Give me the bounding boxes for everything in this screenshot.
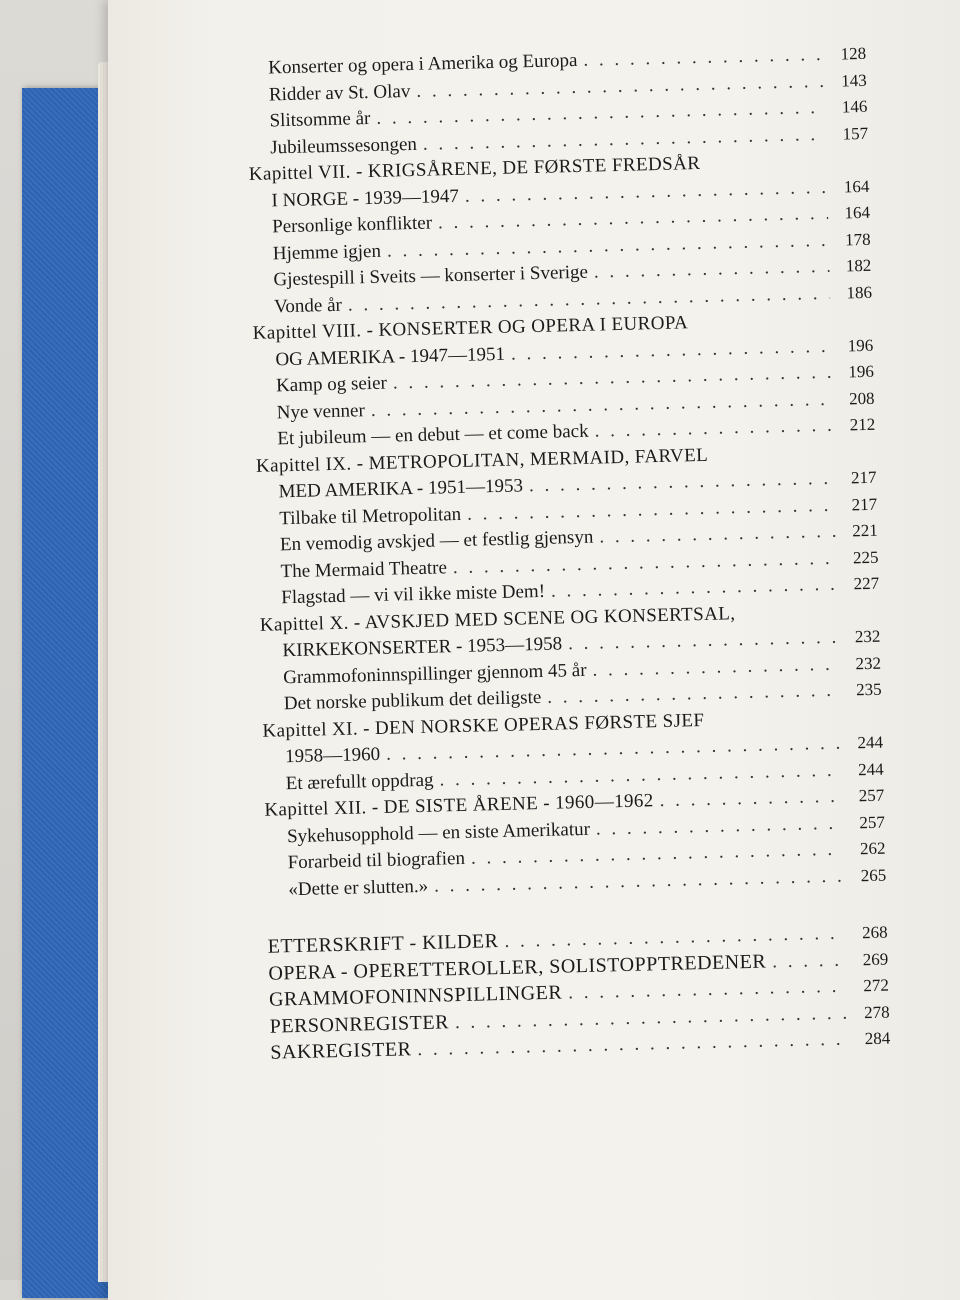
toc-page-number: 244 bbox=[857, 732, 884, 753]
toc-page-number: 186 bbox=[846, 282, 873, 302]
toc-page-number: 235 bbox=[855, 679, 882, 700]
toc-entry-title: Personlige konflikter bbox=[271, 212, 433, 238]
toc-page-number: 221 bbox=[852, 520, 879, 541]
toc-page-number: 196 bbox=[848, 361, 875, 382]
toc-entry-title: Det norske publikum det deiligste bbox=[283, 686, 542, 715]
toc-entry-title: Flagstad — vi vil ikke miste Dem! bbox=[280, 580, 546, 609]
toc-entry-title: Tilbake til Metropolitan bbox=[279, 503, 462, 529]
toc-page-number: 227 bbox=[853, 573, 880, 594]
toc-page-number: 157 bbox=[842, 123, 869, 143]
toc-page-number: 272 bbox=[863, 975, 890, 996]
toc-page-number: 225 bbox=[852, 547, 879, 567]
toc-page-number: 244 bbox=[857, 759, 884, 779]
toc-page-number: 232 bbox=[855, 653, 882, 673]
toc-page-number: 143 bbox=[841, 70, 867, 90]
toc-appendix-list bbox=[267, 919, 890, 1067]
toc-entry-title: Et jubileum — en debut — et come back bbox=[277, 420, 589, 450]
toc-page-number: 196 bbox=[847, 335, 874, 355]
toc-entry-title: Kapittel XI. - DEN NORSKE OPERAS FØRSTE SJEF bbox=[262, 709, 705, 742]
toc-page-number: 178 bbox=[844, 229, 871, 249]
toc-entry-title: Ridder av St. Olav bbox=[268, 80, 411, 105]
toc-chapter-list bbox=[246, 41, 887, 904]
toc-page-number: 269 bbox=[862, 949, 889, 969]
toc-entry-title: Kapittel X. - AVSKJED MED SCENE OG KONSERTSAL, bbox=[259, 602, 736, 636]
toc-entry-title: ETTERSKRIFT - KILDER bbox=[267, 930, 499, 958]
toc-entry-title: SAKREGISTER bbox=[270, 1038, 412, 1064]
toc-page-number: 284 bbox=[864, 1028, 891, 1049]
toc-entry-title: Hjemme igjen bbox=[272, 240, 382, 264]
toc-entry-title: Jubileumssesongen bbox=[269, 133, 418, 158]
toc-entry-title: Gjestespill i Sveits — konserter i Sverige bbox=[273, 261, 589, 291]
dot-leader bbox=[772, 947, 847, 975]
toc-entry-title: Konserter og opera i Amerika og Europa bbox=[268, 49, 578, 79]
toc-entry-title: The Mermaid Theatre bbox=[280, 556, 448, 582]
toc-entry-title: Forarbeid til biografien bbox=[287, 847, 466, 874]
toc-page-number: 164 bbox=[843, 176, 870, 196]
toc-page-number: 212 bbox=[849, 414, 876, 435]
toc-entry-title: Kapittel VIII. - KONSERTER OG OPERA I EUROPA bbox=[252, 312, 689, 344]
table-of-contents bbox=[246, 41, 891, 1066]
toc-entry-title: OG AMERIKA - 1947—1951 bbox=[275, 343, 506, 370]
toc-page-number: 268 bbox=[861, 922, 888, 943]
toc-page-number: 217 bbox=[851, 494, 878, 514]
toc-entry-title: Grammofoninnspillinger gjennom 45 år bbox=[282, 659, 587, 688]
toc-page-number: 278 bbox=[863, 1002, 890, 1022]
toc-page-number: 265 bbox=[860, 865, 887, 885]
toc-entry-title: Sykehusopphold — en siste Amerikatur bbox=[286, 818, 591, 847]
toc-page-number: 232 bbox=[854, 626, 881, 647]
toc-entry-title: PERSONREGISTER bbox=[269, 1010, 450, 1038]
toc-entry-title: 1958—1960 bbox=[284, 743, 381, 768]
toc-entry-title: I NORGE - 1939—1947 bbox=[271, 185, 460, 211]
toc-page-number: 262 bbox=[859, 838, 886, 859]
toc-entry-title: «Dette er slutten.» bbox=[288, 875, 429, 900]
toc-entry-title: Et ærefullt oppdrag bbox=[285, 769, 434, 794]
toc-page-number: 257 bbox=[858, 785, 885, 806]
toc-entry-title: Kapittel VII. - KRIGSÅRENE, DE FØRSTE FREDSÅR bbox=[248, 152, 701, 185]
toc-entry-title: MED AMERIKA - 1951—1953 bbox=[278, 475, 524, 503]
toc-page-number: 146 bbox=[841, 96, 868, 117]
toc-entry-title: Nye venner bbox=[276, 399, 366, 423]
toc-entry-title: GRAMMOFONINNSPILLINGER bbox=[268, 981, 563, 1011]
toc-page-number: 164 bbox=[844, 202, 871, 223]
toc-entry-title: Vonde år bbox=[273, 294, 343, 317]
toc-entry-title: Kamp og seier bbox=[275, 372, 388, 397]
toc-entry-title: KIRKEKONSERTER - 1953—1958 bbox=[282, 633, 563, 662]
toc-entry-title: Kapittel IX. - METROPOLITAN, MERMAID, FARVEL bbox=[255, 444, 709, 477]
toc-page-number: 217 bbox=[850, 467, 877, 488]
toc-page-number: 128 bbox=[840, 43, 867, 64]
toc-entry-title: Kapittel XII. - DE SISTE ÅRENE - 1960—1962 bbox=[264, 790, 654, 821]
toc-entry-title: OPERA - OPERETTEROLLER, SOLISTOPPTREDENER bbox=[268, 950, 767, 985]
toc-page-number: 257 bbox=[859, 812, 886, 832]
toc-page-number: 182 bbox=[845, 255, 872, 276]
toc-page-number: 208 bbox=[848, 388, 875, 408]
toc-entry-title: En vemodig avskjed — et festlig gjensyn bbox=[279, 526, 594, 556]
toc-entry-title: Slitsomme år bbox=[269, 107, 371, 132]
